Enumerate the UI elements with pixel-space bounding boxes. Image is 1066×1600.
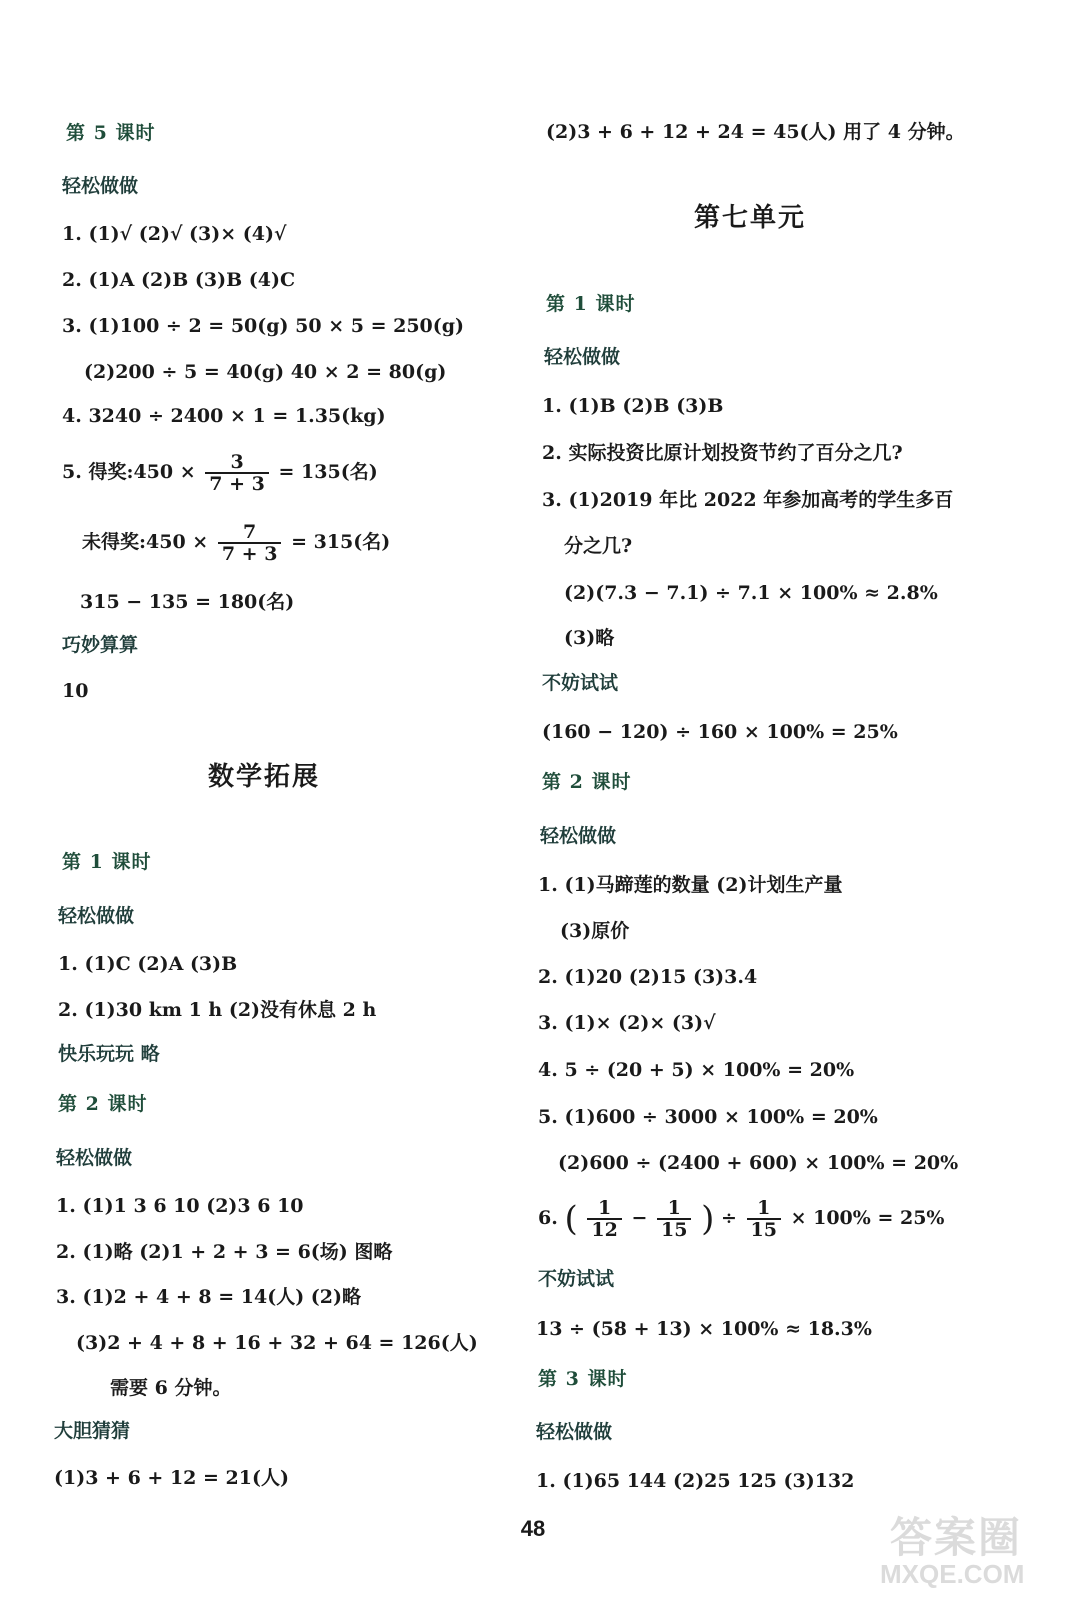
fraction-suffix: = 315(名) — [291, 531, 391, 553]
section-heading: 不妨试试 — [538, 1268, 615, 1290]
answer-line: (2)(7.3 − 7.1) ÷ 7.1 × 100% ≈ 2.8% — [564, 582, 938, 604]
fraction-prefix: 未得奖:450 × — [82, 531, 209, 553]
section-heading: 巧妙算算 — [62, 634, 139, 656]
lesson-title: 第 1 课时 — [546, 293, 636, 315]
answer-line: (2)600 ÷ (2400 + 600) × 100% = 20% — [558, 1152, 959, 1174]
lesson-title: 第 2 课时 — [58, 1093, 148, 1115]
unit-title: 第七单元 — [694, 203, 807, 233]
answer-line: 4. 5 ÷ (20 + 5) × 100% = 20% — [538, 1059, 855, 1081]
answer-line-fraction — [82, 522, 390, 564]
answer-line: 需要 6 分钟。 — [110, 1377, 232, 1399]
watermark-logo — [860, 1505, 1060, 1595]
fraction-denominator: 15 — [657, 1218, 691, 1240]
fraction-numerator: 3 — [230, 451, 244, 473]
lesson-title: 第 3 课时 — [538, 1368, 628, 1390]
fraction — [218, 522, 282, 564]
answer-line: (2)200 ÷ 5 = 40(g) 40 × 2 = 80(g) — [84, 361, 447, 383]
fraction-denominator: 7 + 3 — [218, 542, 282, 564]
section-heading: 轻松做做 — [56, 1147, 133, 1169]
answer-line: 1. (1)B (2)B (3)B — [542, 395, 724, 417]
section-heading: 轻松做做 — [536, 1421, 613, 1443]
answer-line: (160 − 120) ÷ 160 × 100% = 25% — [542, 721, 898, 743]
lesson-title: 第 1 课时 — [62, 851, 152, 873]
fraction-denominator: 15 — [747, 1218, 781, 1240]
section-heading: 不妨试试 — [542, 672, 619, 694]
answer-line: 3. (1)100 ÷ 2 = 50(g) 50 × 5 = 250(g) — [62, 315, 465, 337]
answer-line: 13 ÷ (58 + 13) × 100% ≈ 18.3% — [536, 1318, 872, 1340]
unit-title: 数学拓展 — [208, 762, 321, 792]
section-heading: 轻松做做 — [62, 175, 139, 197]
left-paren: ( — [564, 1199, 578, 1239]
answer-line: 2. (1)A (2)B (3)B (4)C — [62, 269, 296, 291]
operator: ÷ — [720, 1207, 737, 1229]
fraction — [747, 1198, 781, 1240]
section-heading: 轻松做做 — [58, 905, 135, 927]
answer-line: 3. (1)2019 年比 2022 年参加高考的学生多百 — [542, 489, 954, 511]
answer-line: 4. 3240 ÷ 2400 × 1 = 1.35(kg) — [62, 405, 386, 427]
section-heading: 轻松做做 — [544, 346, 621, 368]
answer-line: 分之几? — [564, 535, 633, 557]
fraction-numerator: 7 — [243, 521, 257, 543]
answer-line: (3)2 + 4 + 8 + 16 + 32 + 64 = 126(人) — [76, 1332, 478, 1354]
answer-line-fraction — [538, 1198, 944, 1240]
operator: − — [631, 1207, 648, 1229]
answer-line: 3. (1)2 + 4 + 8 = 14(人) (2)略 — [56, 1286, 361, 1308]
answer-line: 315 − 135 = 180(名) — [80, 591, 295, 613]
answer-line: 1. (1)马蹄莲的数量 (2)计划生产量 — [538, 874, 843, 896]
fraction — [657, 1198, 691, 1240]
answer-line: (3)略 — [564, 627, 615, 649]
answer-line: 2. (1)20 (2)15 (3)3.4 — [538, 966, 758, 988]
fraction — [205, 452, 269, 494]
fraction-numerator: 1 — [667, 1197, 681, 1219]
fraction-suffix: = 135(名) — [278, 461, 378, 483]
answer-line: (1)3 + 6 + 12 = 21(人) — [54, 1467, 289, 1489]
section-heading: 大胆猜猜 — [54, 1420, 131, 1442]
watermark-url: MXQE.COM — [880, 1559, 1025, 1589]
answer-line: 1. (1)C (2)A (3)B — [58, 953, 238, 975]
fraction — [587, 1198, 621, 1240]
right-paren: ) — [701, 1199, 715, 1239]
fraction-prefix: 5. 得奖:450 × — [62, 461, 196, 483]
answer-line: 10 — [62, 680, 89, 702]
page-number: 48 — [520, 1516, 546, 1541]
answer-line: 2. 实际投资比原计划投资节约了百分之几? — [542, 442, 903, 464]
fraction-numerator: 1 — [597, 1197, 612, 1219]
answer-line: 5. (1)600 ÷ 3000 × 100% = 20% — [538, 1106, 878, 1128]
answer-line: 3. (1)× (2)× (3)√ — [538, 1012, 716, 1034]
answer-line: (3)原价 — [560, 920, 630, 942]
answer-line: 1. (1)1 3 6 10 (2)3 6 10 — [56, 1195, 304, 1217]
lesson-title: 第 2 课时 — [542, 771, 632, 793]
fraction-numerator: 1 — [757, 1197, 771, 1219]
answer-line: 1. (1)65 144 (2)25 125 (3)132 — [536, 1470, 855, 1492]
lesson-title: 第 5 课时 — [66, 122, 156, 144]
fraction-prefix: 6. — [538, 1207, 558, 1229]
fraction-denominator: 7 + 3 — [205, 472, 269, 494]
answer-line: 1. (1)√ (2)√ (3)× (4)√ — [62, 223, 287, 245]
watermark-logo-text: 答案圈 — [890, 1514, 1023, 1561]
answer-line: 2. (1)30 km 1 h (2)没有休息 2 h — [58, 999, 377, 1021]
fraction-suffix: × 100% = 25% — [790, 1207, 945, 1229]
answer-line: (2)3 + 6 + 12 + 24 = 45(人) 用了 4 分钟。 — [546, 121, 965, 143]
fraction-denominator: 12 — [587, 1218, 621, 1240]
section-heading: 快乐玩玩 略 — [58, 1043, 160, 1065]
answer-line-fraction — [62, 452, 378, 494]
section-heading: 轻松做做 — [540, 825, 617, 847]
answer-line: 2. (1)略 (2)1 + 2 + 3 = 6(场) 图略 — [56, 1241, 393, 1263]
